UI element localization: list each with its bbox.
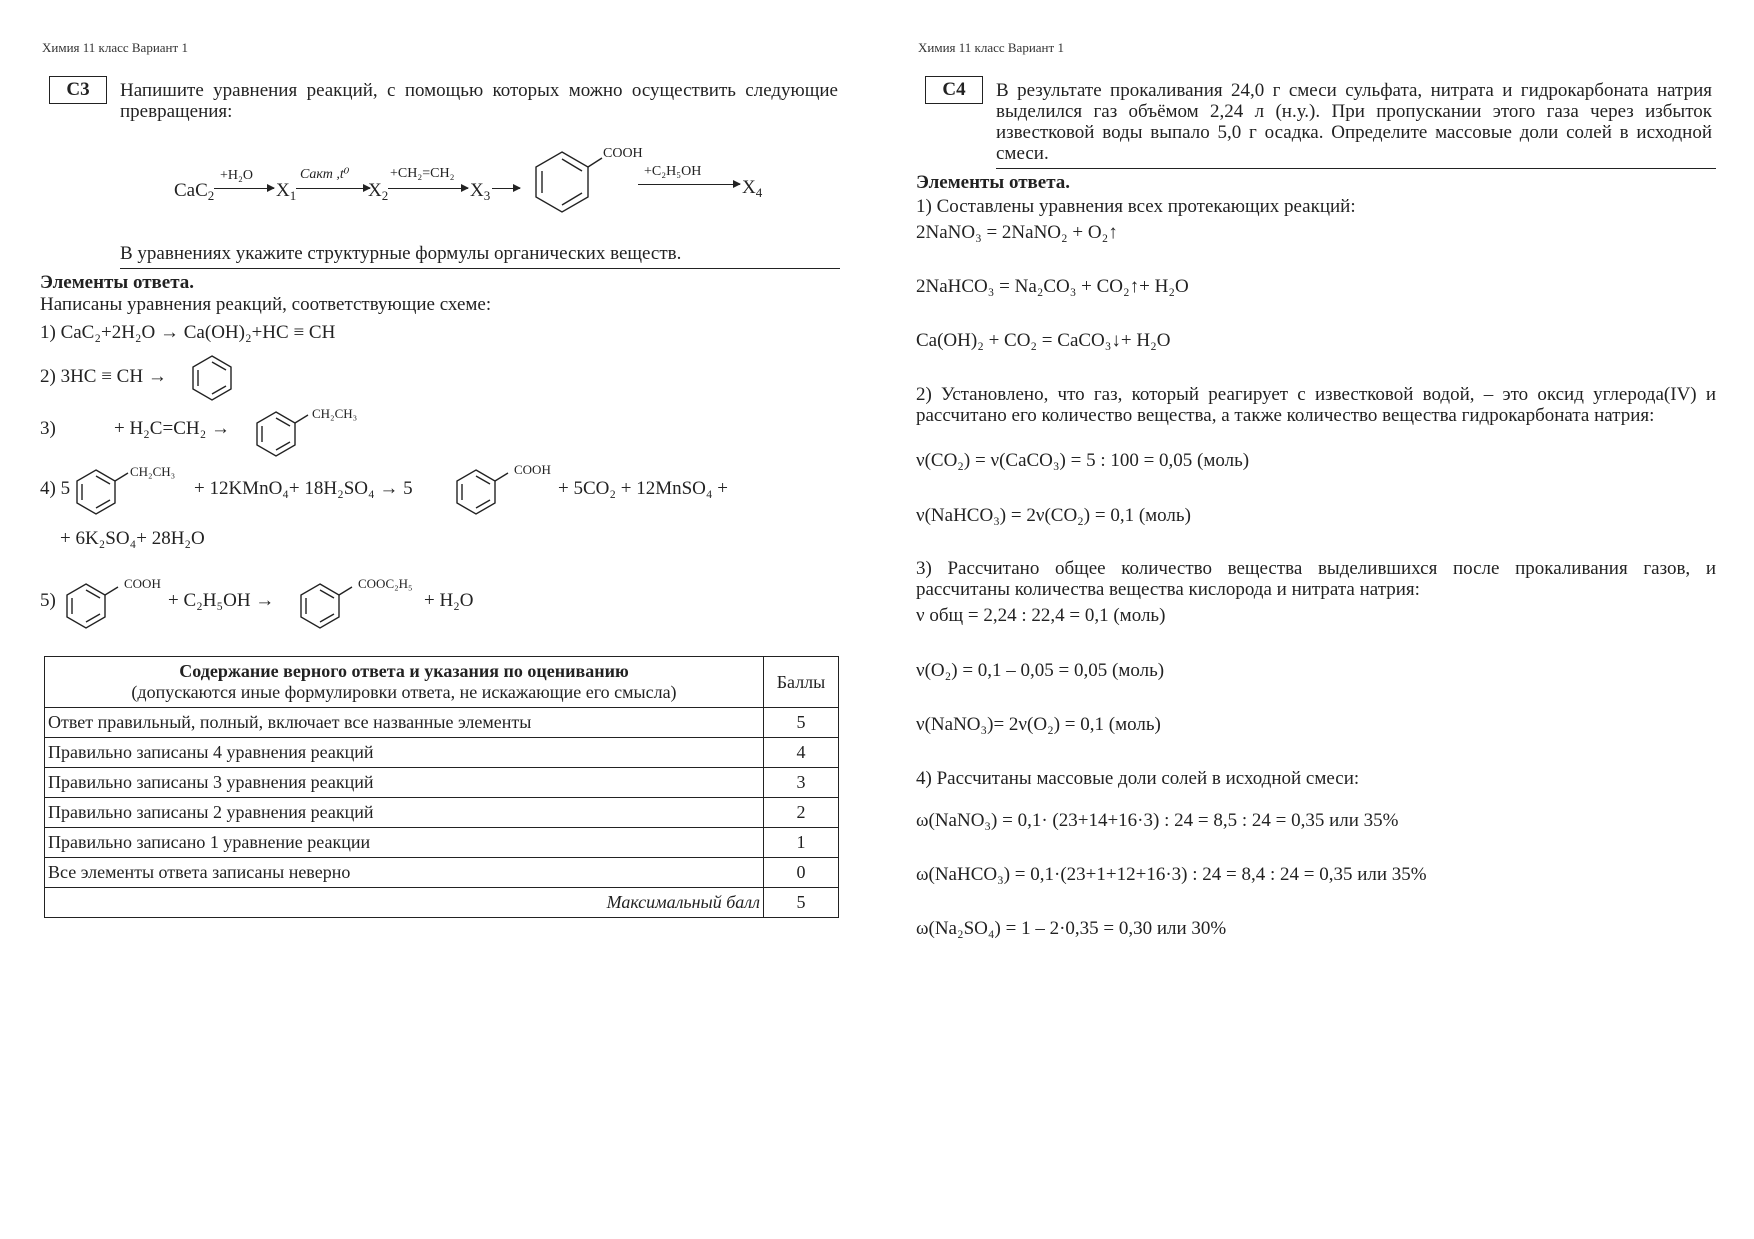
max-score-points: 5 xyxy=(764,888,839,918)
row-points: 2 xyxy=(764,798,839,828)
mass-fraction-2: ω(NaHCO₃) = 0,1·(23+1+12+16·3) : 24 = 8,4 : 24 = 0,35 или 35% xyxy=(916,864,1427,885)
equation-5-number: 5) xyxy=(40,590,56,611)
row-text: Все элементы ответа записаны неверно xyxy=(45,858,764,888)
eq4-substituent-1: CH₂CH₃ xyxy=(130,464,176,479)
benzene-ring-icon xyxy=(298,582,342,632)
equation-2: 2) 3HC ≡ CH → xyxy=(40,366,167,387)
answer-intro: Написаны уравнения реакций, соответствующие схеме: xyxy=(40,294,492,315)
reaction-1: 2NaNO₃ = 2NaNO₂ + O₂↑ xyxy=(916,222,1118,243)
row-points: 1 xyxy=(764,828,839,858)
scoring-table xyxy=(44,656,839,918)
row-text: Правильно записаны 3 уравнения реакций xyxy=(45,768,764,798)
row-points: 0 xyxy=(764,858,839,888)
row-text: Правильно записано 1 уравнение реакции xyxy=(45,828,764,858)
eq4-substituent-2: COOH xyxy=(514,462,551,477)
equation-3-number: 3) xyxy=(40,418,56,439)
scheme-start: CaC$_2$ xyxy=(174,180,215,203)
instruction-text: В уравнениях укажите структурные формулы органических веществ. xyxy=(120,243,682,264)
task-text-c4: В результате прокаливания 24,0 г смеси сульфата, нитрата и гидрокарбоната натрия выделился газ объёмом 2,24 л (н.у.). При пропускании этого газа через избыток известковой воды выпало 5,0 г осадка. Определите массовые доли солей в исходной смеси. xyxy=(996,80,1712,164)
task-label-c4: C4 xyxy=(925,76,983,104)
mass-fraction-1: ω(NaNO₃) = 0,1· (23+14+16·3) : 24 = 8,5 : 24 = 0,35 или 35% xyxy=(916,810,1399,831)
benzene-ring-icon xyxy=(254,410,298,460)
calc-2: ν(NaHCO₃) = 2ν(CO₂) = 0,1 (моль) xyxy=(916,505,1191,526)
calc-4: ν(O₂) = 0,1 – 0,05 = 0,05 (моль) xyxy=(916,660,1165,681)
table-row xyxy=(45,768,839,798)
table-row xyxy=(45,738,839,768)
task-text-c3: Напишите уравнения реакций, с помощью которых можно осуществить следующие превращения: xyxy=(120,80,838,122)
table-header-main: Содержание верного ответа и указания по оцениванию xyxy=(179,661,629,681)
benzene-ring-icon xyxy=(74,468,118,518)
calc-3: ν общ = 2,24 : 22,4 = 0,1 (моль) xyxy=(916,605,1166,626)
page-header: Химия 11 класс Вариант 1 xyxy=(42,40,188,55)
divider-c4 xyxy=(996,168,1716,169)
scheme-x4: $X_4$ xyxy=(742,177,763,200)
table-row xyxy=(45,828,839,858)
arrow3 xyxy=(388,188,468,189)
table-row xyxy=(45,858,839,888)
scheme-x1: $X_1$ xyxy=(276,180,297,203)
mass-fraction-3: ω(Na₂SO₄) = 1 – 2·0,35 = 0,30 или 30% xyxy=(916,918,1227,939)
arrow2-label: Cакт ,t⁰ xyxy=(300,167,350,182)
arrow2 xyxy=(296,188,370,189)
page-header: Химия 11 класс Вариант 1 xyxy=(918,40,1064,55)
max-score-label: Максимальный балл xyxy=(45,888,764,918)
arrow3-label: +CH₂=CH₂ xyxy=(390,166,455,181)
equation-4-continuation: + 6K₂SO₄+ 28H₂O xyxy=(60,528,205,549)
arrow5-label: +C₂H₅OH xyxy=(644,164,702,179)
benzene-ring-icon xyxy=(454,468,498,518)
reaction-3: Ca(OH)₂ + CO₂ = CaCO₃↓+ H₂O xyxy=(916,330,1171,351)
eq5-substituent-2: COOC₂H₅ xyxy=(358,576,413,591)
table-max-row xyxy=(45,888,839,918)
row-points: 5 xyxy=(764,708,839,738)
scheme-x2: $X_2$ xyxy=(368,180,389,203)
arrow1-label: +H₂O xyxy=(220,168,253,183)
arrow5 xyxy=(638,184,740,185)
equation-5-products: + H₂O xyxy=(424,590,474,611)
equation-3-reagents: + H₂C=CH₂ → xyxy=(114,418,230,439)
divider-c3 xyxy=(120,268,840,269)
row-points: 3 xyxy=(764,768,839,798)
table-row xyxy=(45,708,839,738)
scheme-cooh: COOH xyxy=(603,146,643,161)
table-row xyxy=(45,798,839,828)
answer-title-c4: Элементы ответа. xyxy=(916,172,1071,193)
eq3-substituent: CH₂CH₃ xyxy=(312,406,358,421)
row-text: Правильно записаны 4 уравнения реакций xyxy=(45,738,764,768)
eq5-substituent-1: COOH xyxy=(124,576,161,591)
row-points: 4 xyxy=(764,738,839,768)
step-2: 2) Установлено, что газ, который реагирует с известковой водой, – это оксид углерода(IV) и рассчитано его количество вещества, а также количество вещества гидрокарбоната натрия: xyxy=(916,384,1716,426)
equation-4-number: 4) 5 xyxy=(40,478,71,499)
equation-4-products: + 5CO₂ + 12MnSO₄ + xyxy=(558,478,728,499)
equation-1: 1) CaC₂+2H₂O → Ca(OH)₂+HC ≡ CH xyxy=(40,322,336,343)
arrow1 xyxy=(214,188,274,189)
reaction-2: 2NaHCO₃ = Na₂CO₃ + CO₂↑+ H₂O xyxy=(916,276,1189,297)
benzene-ring-icon xyxy=(64,582,108,632)
step-1: 1) Составлены уравнения всех протекающих реакций: xyxy=(916,196,1356,217)
task-label-c3: C3 xyxy=(49,76,107,104)
row-text: Ответ правильный, полный, включает все названные элементы xyxy=(45,708,764,738)
calc-1: ν(CO₂) = ν(CaCO₃) = 5 : 100 = 0,05 (моль) xyxy=(916,450,1250,471)
table-header-content xyxy=(45,657,764,708)
right-page xyxy=(916,0,1716,1239)
step-4: 4) Рассчитаны массовые доли солей в исходной смеси: xyxy=(916,768,1360,789)
arrow4 xyxy=(492,188,520,189)
benzene-ring-icon xyxy=(532,150,592,220)
table-header-row xyxy=(45,657,839,708)
scheme-x3: $X_3$ xyxy=(470,180,491,203)
equation-4-reagents: + 12KMnO₄+ 18H₂SO₄ → 5 xyxy=(194,478,413,499)
answer-title-c3: Элементы ответа. xyxy=(40,272,195,293)
step-3: 3) Рассчитано общее количество вещества выделившихся после прокаливания газов, и рассчитаны количества вещества кислорода и нитрата натрия: xyxy=(916,558,1716,600)
benzene-ring-icon xyxy=(190,354,234,404)
row-text: Правильно записаны 2 уравнения реакций xyxy=(45,798,764,828)
table-header-note: (допускаются иные формулировки ответа, не искажающие его смысла) xyxy=(131,682,677,702)
calc-5: ν(NaNO₃)= 2ν(O₂) = 0,1 (моль) xyxy=(916,714,1161,735)
equation-5-reagents: + C₂H₅OH → xyxy=(168,590,275,611)
table-header-points: Баллы xyxy=(764,657,839,708)
left-page xyxy=(40,0,840,1239)
